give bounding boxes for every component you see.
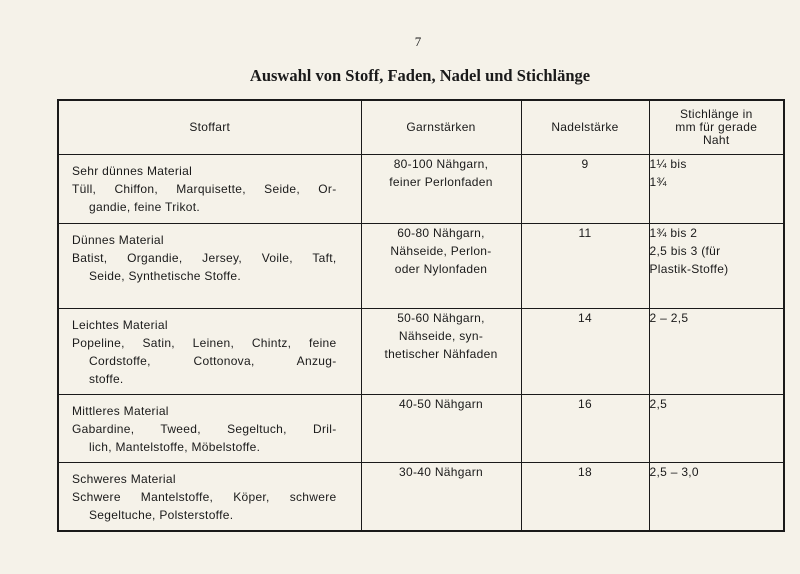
material-description: Tüll, Chiffon, Marquisette, Seide, Or- gandie, feine Trikot. bbox=[72, 182, 337, 214]
stoffart-cell bbox=[58, 395, 361, 463]
stich-cell: 1¾ bis 2 2,5 bis 3 (für Plastik-Stoffe) bbox=[649, 224, 784, 309]
stoffart-cell bbox=[58, 463, 361, 532]
stoffart-cell bbox=[58, 309, 361, 395]
page-title: Auswahl von Stoff, Faden, Nadel und Stichlänge bbox=[249, 66, 591, 85]
header-nadelstaerke: Nadelstärke bbox=[521, 100, 649, 155]
material-name: Schweres Material bbox=[72, 472, 176, 486]
material-name: Dünnes Material bbox=[72, 233, 164, 247]
garn-cell: 80-100 Nähgarn, feiner Perlonfaden bbox=[361, 155, 521, 224]
stich-cell: 1¼ bis 1¾ bbox=[649, 155, 784, 224]
material-name: Sehr dünnes Material bbox=[72, 164, 193, 178]
header-garnstaerken: Garnstärken bbox=[361, 100, 521, 155]
header-stichlaenge-line: mm für gerade bbox=[675, 120, 758, 134]
table-row bbox=[58, 395, 784, 463]
stich-cell: 2 – 2,5 bbox=[649, 309, 784, 395]
nadel-cell: 9 bbox=[521, 155, 649, 224]
material-description: Gabardine, Tweed, Segeltuch, Dril- lich, Mantelstoffe, Möbelstoffe. bbox=[72, 422, 337, 454]
table-row bbox=[58, 224, 784, 309]
nadel-cell: 11 bbox=[521, 224, 649, 309]
stich-cell: 2,5 – 3,0 bbox=[649, 463, 784, 532]
material-description: Popeline, Satin, Leinen, Chintz, feine Cordstoffe, Cottonova, Anzug- stoffe. bbox=[72, 336, 337, 386]
table-row bbox=[58, 155, 784, 224]
nadel-cell: 18 bbox=[521, 463, 649, 532]
material-name: Mittleres Material bbox=[72, 404, 169, 418]
garn-cell: 30-40 Nähgarn bbox=[361, 463, 521, 532]
page-number: 7 bbox=[414, 34, 422, 49]
stoffart-cell bbox=[58, 155, 361, 224]
nadel-cell: 16 bbox=[521, 395, 649, 463]
table-row bbox=[58, 463, 784, 532]
stich-cell: 2,5 bbox=[649, 395, 784, 463]
material-name: Leichtes Material bbox=[72, 318, 168, 332]
material-description: Schwere Mantelstoffe, Köper, schwere Segeltuche, Polsterstoffe. bbox=[72, 490, 337, 522]
fabric-selection-table bbox=[57, 99, 785, 532]
header-stichlaenge-line: Naht bbox=[702, 133, 730, 147]
stoffart-cell bbox=[58, 224, 361, 309]
header-stichlaenge-line: Stichlänge in bbox=[679, 107, 753, 121]
garn-cell: 40-50 Nähgarn bbox=[361, 395, 521, 463]
header-stichlaenge bbox=[649, 100, 784, 155]
nadel-cell: 14 bbox=[521, 309, 649, 395]
table-header-row bbox=[58, 100, 784, 155]
garn-cell: 50-60 Nähgarn, Nähseide, syn- thetischer Nähfaden bbox=[361, 309, 521, 395]
header-stoffart: Stoffart bbox=[58, 100, 361, 155]
table-row bbox=[58, 309, 784, 395]
material-description: Batist, Organdie, Jersey, Voile, Taft, Seide, Synthetische Stoffe. bbox=[72, 251, 337, 283]
garn-cell: 60-80 Nähgarn, Nähseide, Perlon- oder Nylonfaden bbox=[361, 224, 521, 309]
